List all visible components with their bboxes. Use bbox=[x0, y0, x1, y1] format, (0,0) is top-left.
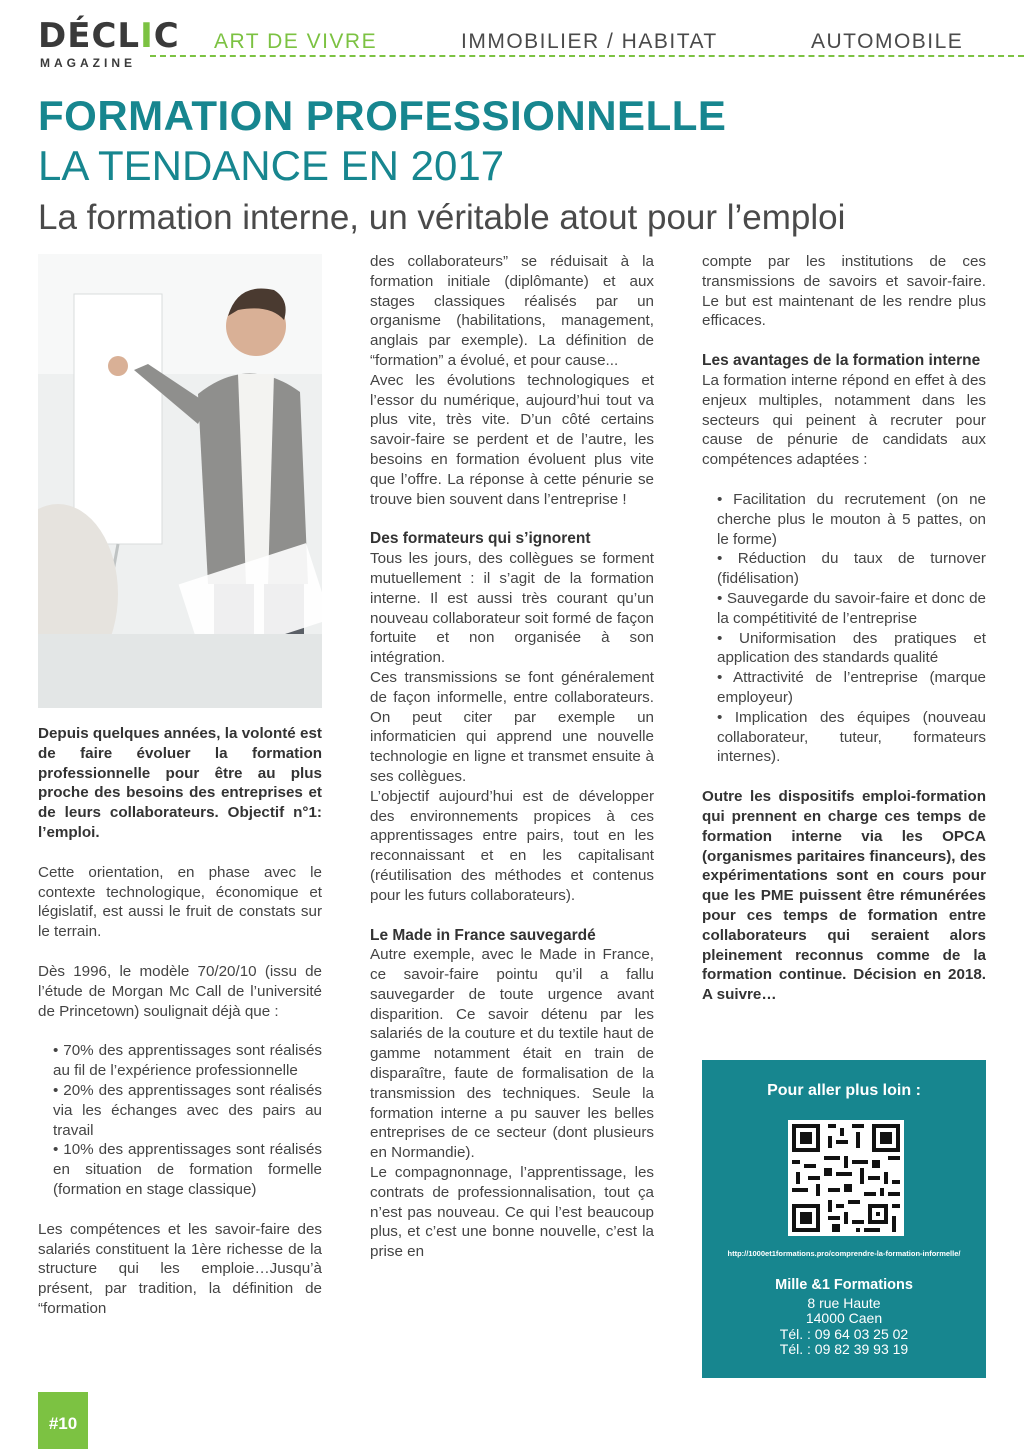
paragraph: Les compétences et les savoir-faire des salariés constituent la 1ère richesse de la structure qui les emploie…Jusqu’à présent, par tradition, la définition de “formation bbox=[38, 1220, 322, 1317]
column-3 bbox=[702, 252, 986, 1005]
qr-code[interactable] bbox=[788, 1120, 904, 1236]
list-item: • Réduction du taux de turnover (fidélisation) bbox=[717, 550, 986, 588]
header-divider bbox=[150, 55, 1024, 57]
paragraph: compte par les institutions de ces transmissions de savoirs et savoir-faire. Le but est maintenant de les rendre plus efficaces. bbox=[702, 253, 986, 330]
paragraph: Avec les évolutions technologiques et l’essor du numérique, aujourd’hui tout va plus vite, très vite. D’un côté certains savoir-faire se perdent et de l’autre, les besoins en formation évoluent plus vite que l’offre. La réponse à cette pénurie se trouve bien souvent dans l’entreprise ! bbox=[370, 371, 654, 508]
column-1 bbox=[38, 724, 322, 1319]
list-item: • Attractivité de l’entreprise (marque employeur) bbox=[717, 669, 986, 706]
section-heading: Des formateurs qui s’ignorent bbox=[370, 530, 591, 548]
nav-art-de-vivre[interactable]: ART DE VIVRE bbox=[214, 30, 378, 53]
list-item: • 70% des apprentissages sont réalisés au fil de l’expérience professionnelle bbox=[53, 1042, 322, 1080]
magazine-logo: DÉCLIC bbox=[38, 16, 180, 56]
paragraph: des collaborateurs” se réduisait à la formation initiale (diplômante) et aux stages classiques réalisés par un organisme (habilitations, management, anglais par exemple). La définition de “formation” a évolué, et pour cause... bbox=[370, 253, 654, 369]
company-street: 8 rue Haute bbox=[807, 1295, 881, 1311]
list-item: • 10% des apprentissages sont réalisés en situation de formation formelle (formation en stage classique) bbox=[53, 1141, 322, 1198]
article-subtitle: La formation interne, un véritable atout pour l’emploi bbox=[38, 198, 846, 237]
article-photo bbox=[38, 254, 322, 708]
list-item: • 20% des apprentissages sont réalisés via les échanges avec des pairs au travail bbox=[53, 1081, 322, 1139]
article-title-line2: LA TENDANCE EN 2017 bbox=[38, 142, 505, 189]
info-box bbox=[702, 1060, 986, 1378]
paragraph: Cette orientation, en phase avec le contexte technologique, économique et législatif, est aussi le fruit de constats sur le terrain. bbox=[38, 863, 322, 941]
paragraph: Le compagnonnage, l’apprentissage, les contrats de professionnalisation, tout ça n’est pas nouveau. Ce qui l’est beaucoup plus, et c’est une bonne nouvelle, c’est la prise en bbox=[370, 1164, 654, 1261]
list-item: • Facilitation du recrutement (on ne cherche plus le mouton à 5 pattes, on le forme) bbox=[717, 490, 986, 548]
conclusion-paragraph: Outre les dispositifs emploi-formation qui prennent en charge ces temps de formation interne via les OPCA (organismes paritaires financeurs), des expérimentations sont en cours pour que les PME puissent être rémunérées pour ces temps de formation entre collaborateurs qui seraient alors pleinement reconnus comme de la formation continue. Décision en 2018. A suivre… bbox=[702, 788, 986, 1004]
company-city: 14000 Caen bbox=[805, 1310, 883, 1326]
magazine-logo-subtitle: MAGAZINE bbox=[40, 56, 136, 70]
list-item: • Uniformisation des pratiques et application des standards qualité bbox=[717, 629, 986, 667]
company-tel-2: Tél. : 09 82 39 93 19 bbox=[779, 1341, 909, 1357]
lead-paragraph: Depuis quelques années, la volonté est de faire évoluer la formation professionnelle pour être au plus proche des besoins des entreprises et de leurs collaborateurs. Objectif n°1: l’emploi. bbox=[38, 725, 322, 841]
nav-automobile[interactable]: AUTOMOBILE bbox=[811, 30, 964, 53]
bullet-list bbox=[38, 1041, 322, 1199]
list-item: • Sauvegarde du savoir-faire et donc de la compétitivité de l’entreprise bbox=[717, 589, 986, 627]
column-2 bbox=[370, 252, 654, 1262]
nav-immobilier-habitat[interactable]: IMMOBILIER / HABITAT bbox=[461, 30, 718, 53]
paragraph: Tous les jours, des collègues se forment mutuellement : il s’agit de la formation interne. Il est aussi très courant qu’un nouveau collaborateur soit formé de façon fortuite et non organisée à son intégration. bbox=[370, 550, 654, 667]
paragraph: Ces transmissions se font généralement de façon informelle, entre collaborateurs. On peut citer par exemple un informaticien qui apprend une nouvelle technologie en ligne et transmet ensuite à ses collègues. bbox=[370, 668, 654, 785]
paragraph: Dès 1996, le modèle 70/20/10 (issu de l’étude de Morgan Mc Call de l’université de Princetown) soulignait déjà que : bbox=[38, 962, 322, 1020]
page-number: #10 bbox=[38, 1392, 88, 1449]
paragraph: La formation interne répond en effet à des enjeux multiples, notamment dans les secteurs qui peinent à recruter pour cause de pénurie de candidats aux compétences adaptées : bbox=[702, 371, 986, 469]
company-name: Mille &1 Formations bbox=[775, 1277, 913, 1293]
company-tel-1: Tél. : 09 64 03 25 02 bbox=[779, 1326, 909, 1342]
info-box-title: Pour aller plus loin : bbox=[767, 1082, 921, 1099]
info-box-url[interactable]: http://1000et1formations.pro/comprendre-la-formation-informelle/ bbox=[727, 1249, 961, 1258]
article-title: FORMATION PROFESSIONNELLE bbox=[38, 92, 727, 139]
paragraph: L’objectif aujourd’hui est de développer des environnements propices à ces apprentissages entre pairs, tout en les reconnaissant et en les capitalisant (réutilisation des méthodes et contenus pour les futurs collaborateurs). bbox=[370, 787, 654, 904]
paragraph: Autre exemple, avec le Made in France, ce savoir-faire pointu qu’il a fallu sauvegarder de toute urgence avant disparition. Ce savoir détenu par les salariés de la couture et du textile haut de gamme notamment était en train de disparaître, faute de formalisation de la transmission des techniques. Seule la formation interne a pu sauver les belles entreprises de ce secteur (dont plusieurs en Normandie). bbox=[370, 946, 654, 1162]
bullet-list bbox=[702, 490, 986, 767]
section-heading: Les avantages de la formation interne bbox=[702, 352, 981, 370]
section-heading: Le Made in France sauvegardé bbox=[370, 926, 596, 944]
list-item: • Implication des équipes (nouveau collaborateur, tuteur, formateurs internes). bbox=[717, 708, 986, 766]
